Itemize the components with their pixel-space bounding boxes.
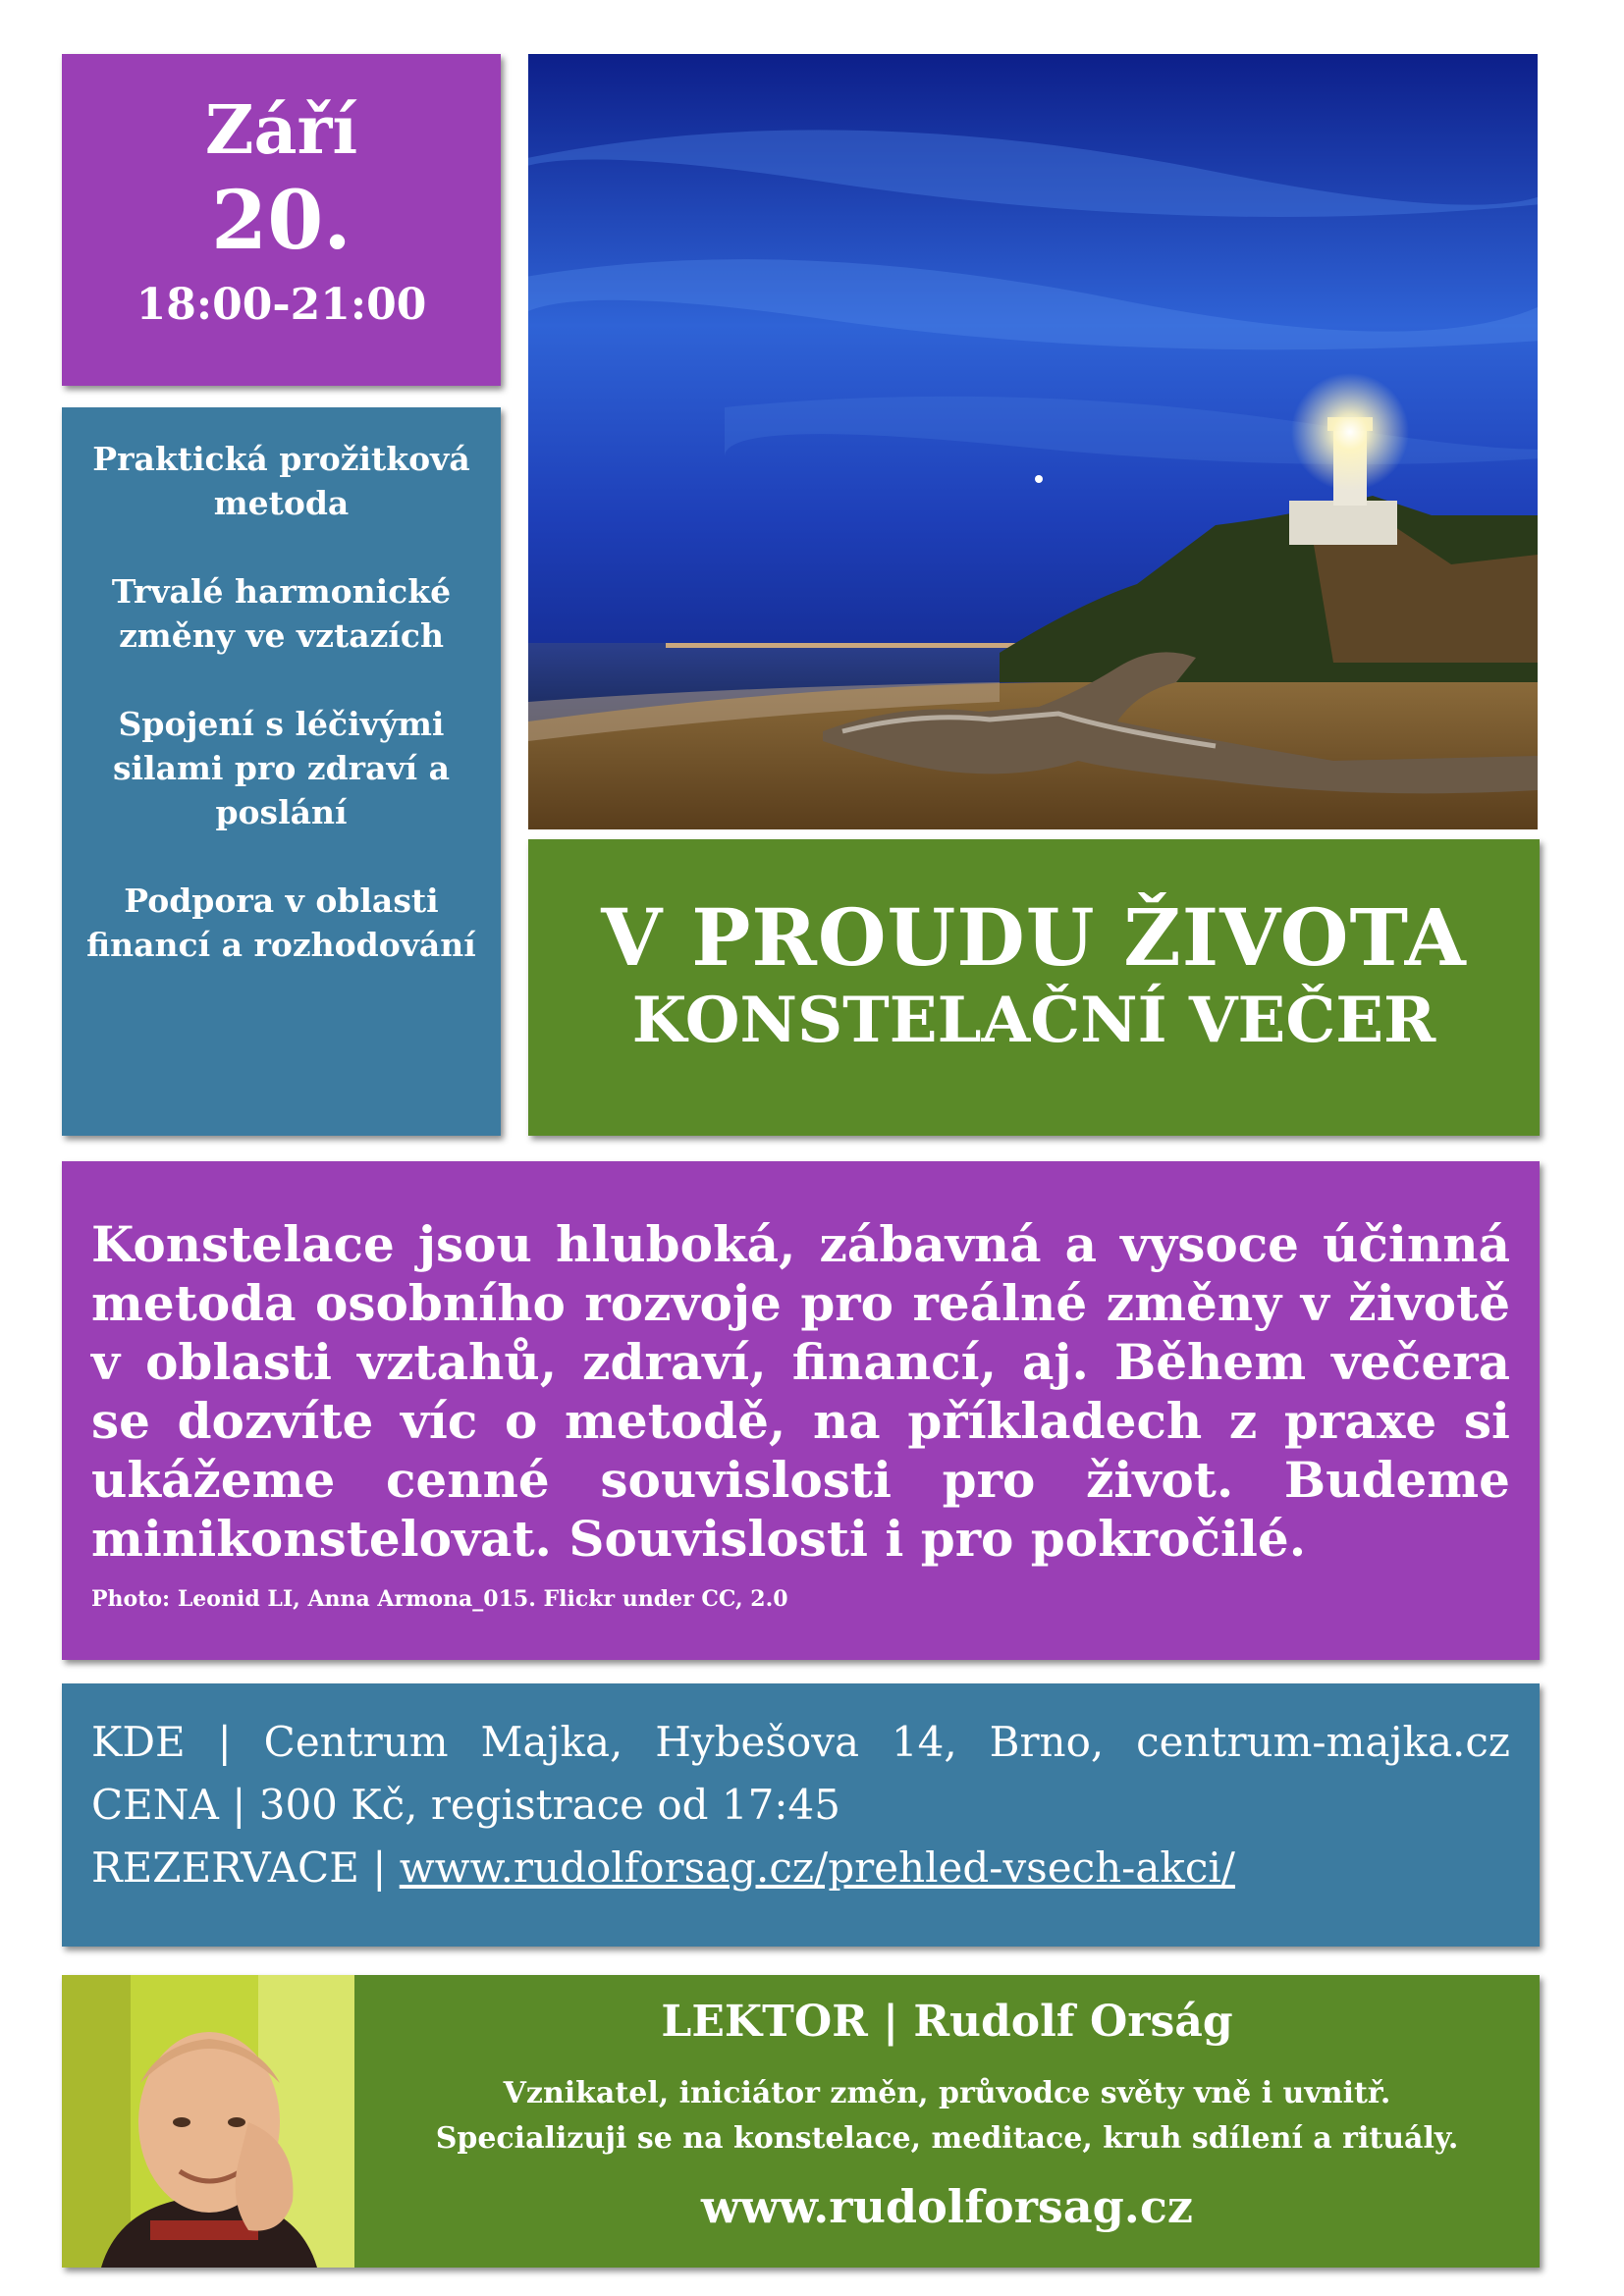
title-box [528,839,1540,1136]
feature-item: Praktická prožitková metoda [92,440,470,522]
event-subtitle: KONSTELAČNÍ VEČER [631,984,1436,1057]
reservation-link[interactable]: www.rudolforsag.cz/prehled-vsech-akci/ [399,1843,1235,1892]
reservation-label: REZERVACE | [91,1843,400,1892]
event-time: 18:00-21:00 [135,280,427,330]
lector-bio-line-2: Specializuji se na konstelace, meditace, kruh sdílení a rituály. [435,2121,1459,2156]
lector-text [354,1975,1540,2268]
lector-website[interactable]: www.rudolforsag.cz [701,2180,1193,2233]
features-box [62,407,501,1136]
lector-portrait [62,1975,354,2268]
event-day: 20. [211,174,352,268]
reservation-line [91,1837,1510,1899]
feature-item: Trvalé harmonické změny ve vztazích [111,572,452,655]
lighthouse-photo [528,54,1538,829]
photo-credit: Photo: Leonid LI, Anna Armona_015. Flickr under CC, 2.0 [91,1586,788,1612]
description-box [62,1161,1540,1660]
lector-bio-line-1: Vznikatel, iniciátor změn, průvodce světy vně i uvnitř. [503,2076,1391,2110]
lector-box [62,1975,1540,2268]
lector-heading: LEKTOR | Rudolf Orság [661,1997,1233,2047]
feature-item: Spojení s léčivými silami pro zdraví a poslání [112,705,451,831]
info-box [62,1683,1540,1947]
date-box [62,54,501,386]
event-month: Září [204,91,358,170]
location-line: KDE | Centrum Majka, Hybešova 14, Brno, centrum-majka.cz [91,1718,1510,1766]
event-title: V PROUDU ŽIVOTA [601,891,1467,984]
event-description: Konstelace jsou hluboká, zábavná a vysoce účinná metoda osobního rozvoje pro reálné změny v životě v oblasti vztahů, zdraví, financí, aj. Během večera se dozvíte víc o metodě, na příkladech z praxe si ukážeme cenné souvislosti pro život. Budeme minikonstelovat. Souvislosti i pro pokročilé. [91,1215,1510,1568]
price-line: CENA | 300 Kč, registrace od 17:45 [91,1781,840,1829]
feature-item: Podpora v oblasti financí a rozhodování [86,881,476,964]
